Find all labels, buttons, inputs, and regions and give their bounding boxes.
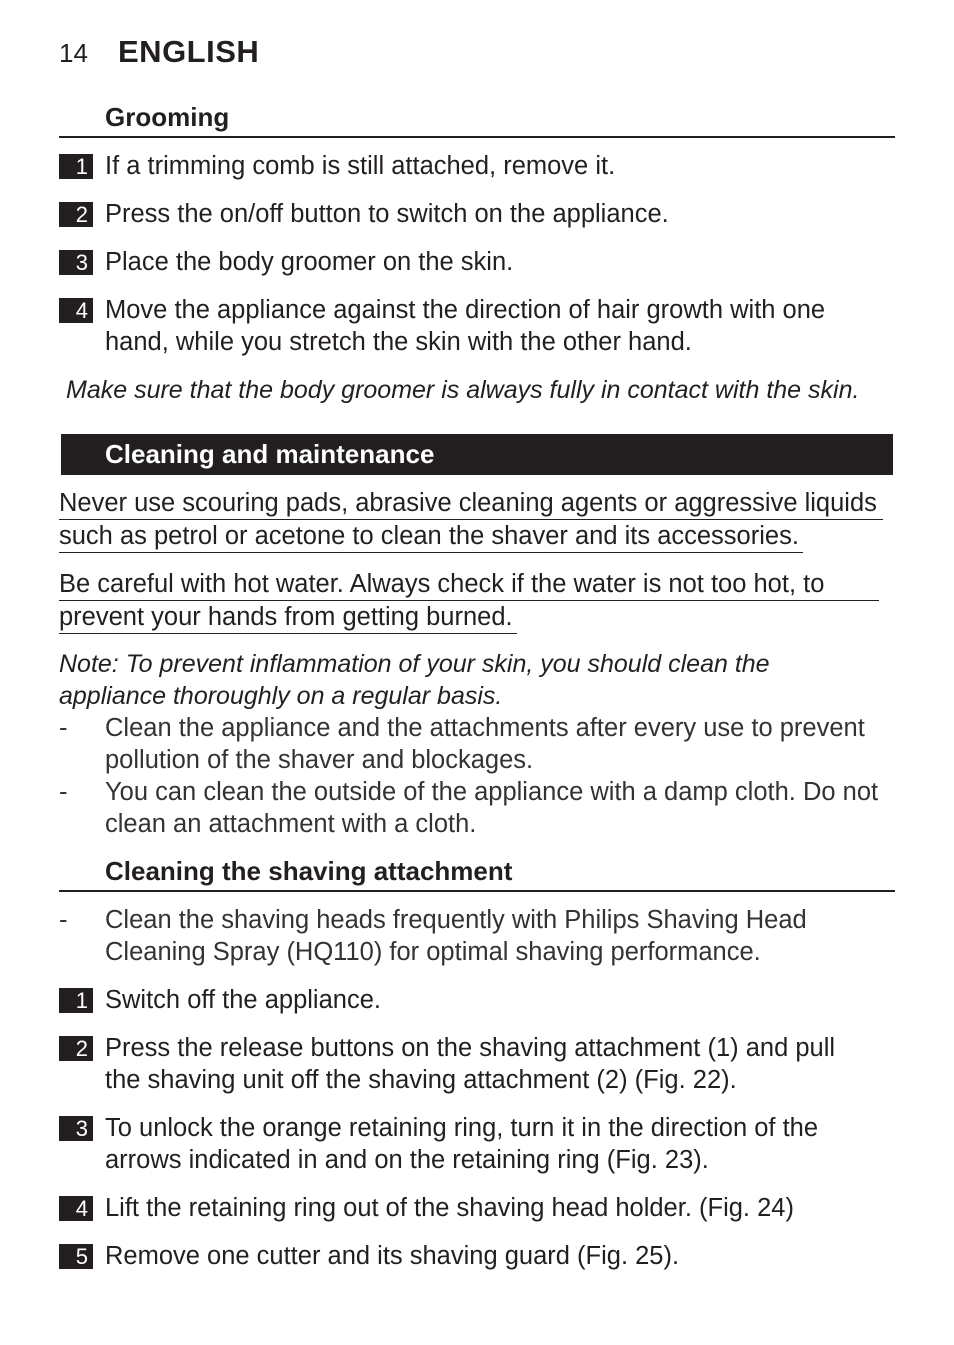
warning-line: Be careful with hot water. Always check if the water is not too hot, to — [59, 568, 879, 601]
step-text: Move the appliance against the direction of hair growth with one hand, while you stretch the skin with the other hand. — [105, 296, 826, 356]
step-number: 3 — [59, 250, 93, 275]
step-text: To unlock the orange retaining ring, turn it in the direction of the arrows indicated in and on the retaining ring (Fig. 23). — [105, 1114, 819, 1174]
section-heading-cleaning — [61, 434, 893, 475]
grooming-step-4 — [59, 294, 879, 358]
warning-line: Never use scouring pads, abrasive cleaning agents or aggressive liquids — [59, 487, 883, 520]
shaving-bullet: - Clean the shaving heads frequently with Philips Shaving Head Cleaning Spray (HQ110) for optimal shaving performance. — [59, 904, 839, 968]
step-number: 2 — [59, 1036, 93, 1061]
shaving-step-4 — [59, 1192, 895, 1224]
warning-hot-water — [59, 568, 879, 634]
step-number: 1 — [59, 988, 93, 1013]
section-title: Cleaning and maintenance — [105, 439, 435, 469]
step-number: 3 — [59, 1116, 93, 1141]
grooming-step-1 — [59, 150, 895, 182]
step-text: If a trimming comb is still attached, remove it. — [105, 152, 616, 180]
step-text: Remove one cutter and its shaving guard (Fig. 25). — [105, 1242, 680, 1270]
bullet-text: Clean the shaving heads frequently with Philips Shaving Head Cleaning Spray (HQ110) for optimal shaving performance. — [105, 906, 807, 966]
bullet-text: You can clean the outside of the appliance with a damp cloth. Do not clean an attachment with a cloth. — [105, 778, 879, 838]
section-title: Grooming — [105, 102, 230, 132]
shaving-step-3 — [59, 1112, 879, 1176]
step-text: Press the release buttons on the shaving attachment (1) and pull the shaving unit off the shaving attachment (2) (Fig. 22). — [105, 1034, 836, 1094]
step-text: Lift the retaining ring out of the shaving head holder. (Fig. 24) — [105, 1194, 794, 1222]
step-number: 1 — [59, 154, 93, 179]
warning-line: such as petrol or acetone to clean the shaver and its accessories. — [59, 520, 803, 553]
warning-line: prevent your hands from getting burned. — [59, 601, 517, 634]
bullet-text: Clean the appliance and the attachments after every use to prevent pollution of the shaver and blockages. — [105, 714, 865, 774]
step-text: Place the body groomer on the skin. — [105, 248, 514, 276]
step-number: 4 — [59, 298, 93, 323]
step-number: 4 — [59, 1196, 93, 1221]
shaving-step-1 — [59, 984, 895, 1016]
step-text: Switch off the appliance. — [105, 986, 381, 1014]
step-number: 2 — [59, 202, 93, 227]
section-heading-grooming — [59, 100, 895, 138]
step-text: Press the on/off button to switch on the appliance. — [105, 200, 669, 228]
section-heading-shaving-attachment — [59, 854, 895, 892]
cleaning-bullet-1: - Clean the appliance and the attachments after every use to prevent pollution of the shaver and blockages. — [59, 712, 895, 776]
grooming-step-3 — [59, 246, 895, 278]
cleaning-note: Note: To prevent inflammation of your skin, you should clean the appliance thoroughly on a regular basis. — [59, 650, 770, 710]
step-number: 5 — [59, 1244, 93, 1269]
page-number: 14 — [59, 38, 88, 68]
shaving-step-5 — [59, 1240, 895, 1272]
section-title: Cleaning the shaving attachment — [105, 856, 513, 886]
shaving-step-2 — [59, 1032, 871, 1096]
grooming-tip: Make sure that the body groomer is always fully in contact with the skin. — [66, 376, 860, 404]
warning-scouring — [59, 487, 883, 553]
grooming-step-2 — [59, 198, 895, 230]
cleaning-bullet-2: - You can clean the outside of the appliance with a damp cloth. Do not clean an attachment with a cloth. — [59, 776, 895, 840]
language-heading: ENGLISH — [118, 34, 260, 69]
